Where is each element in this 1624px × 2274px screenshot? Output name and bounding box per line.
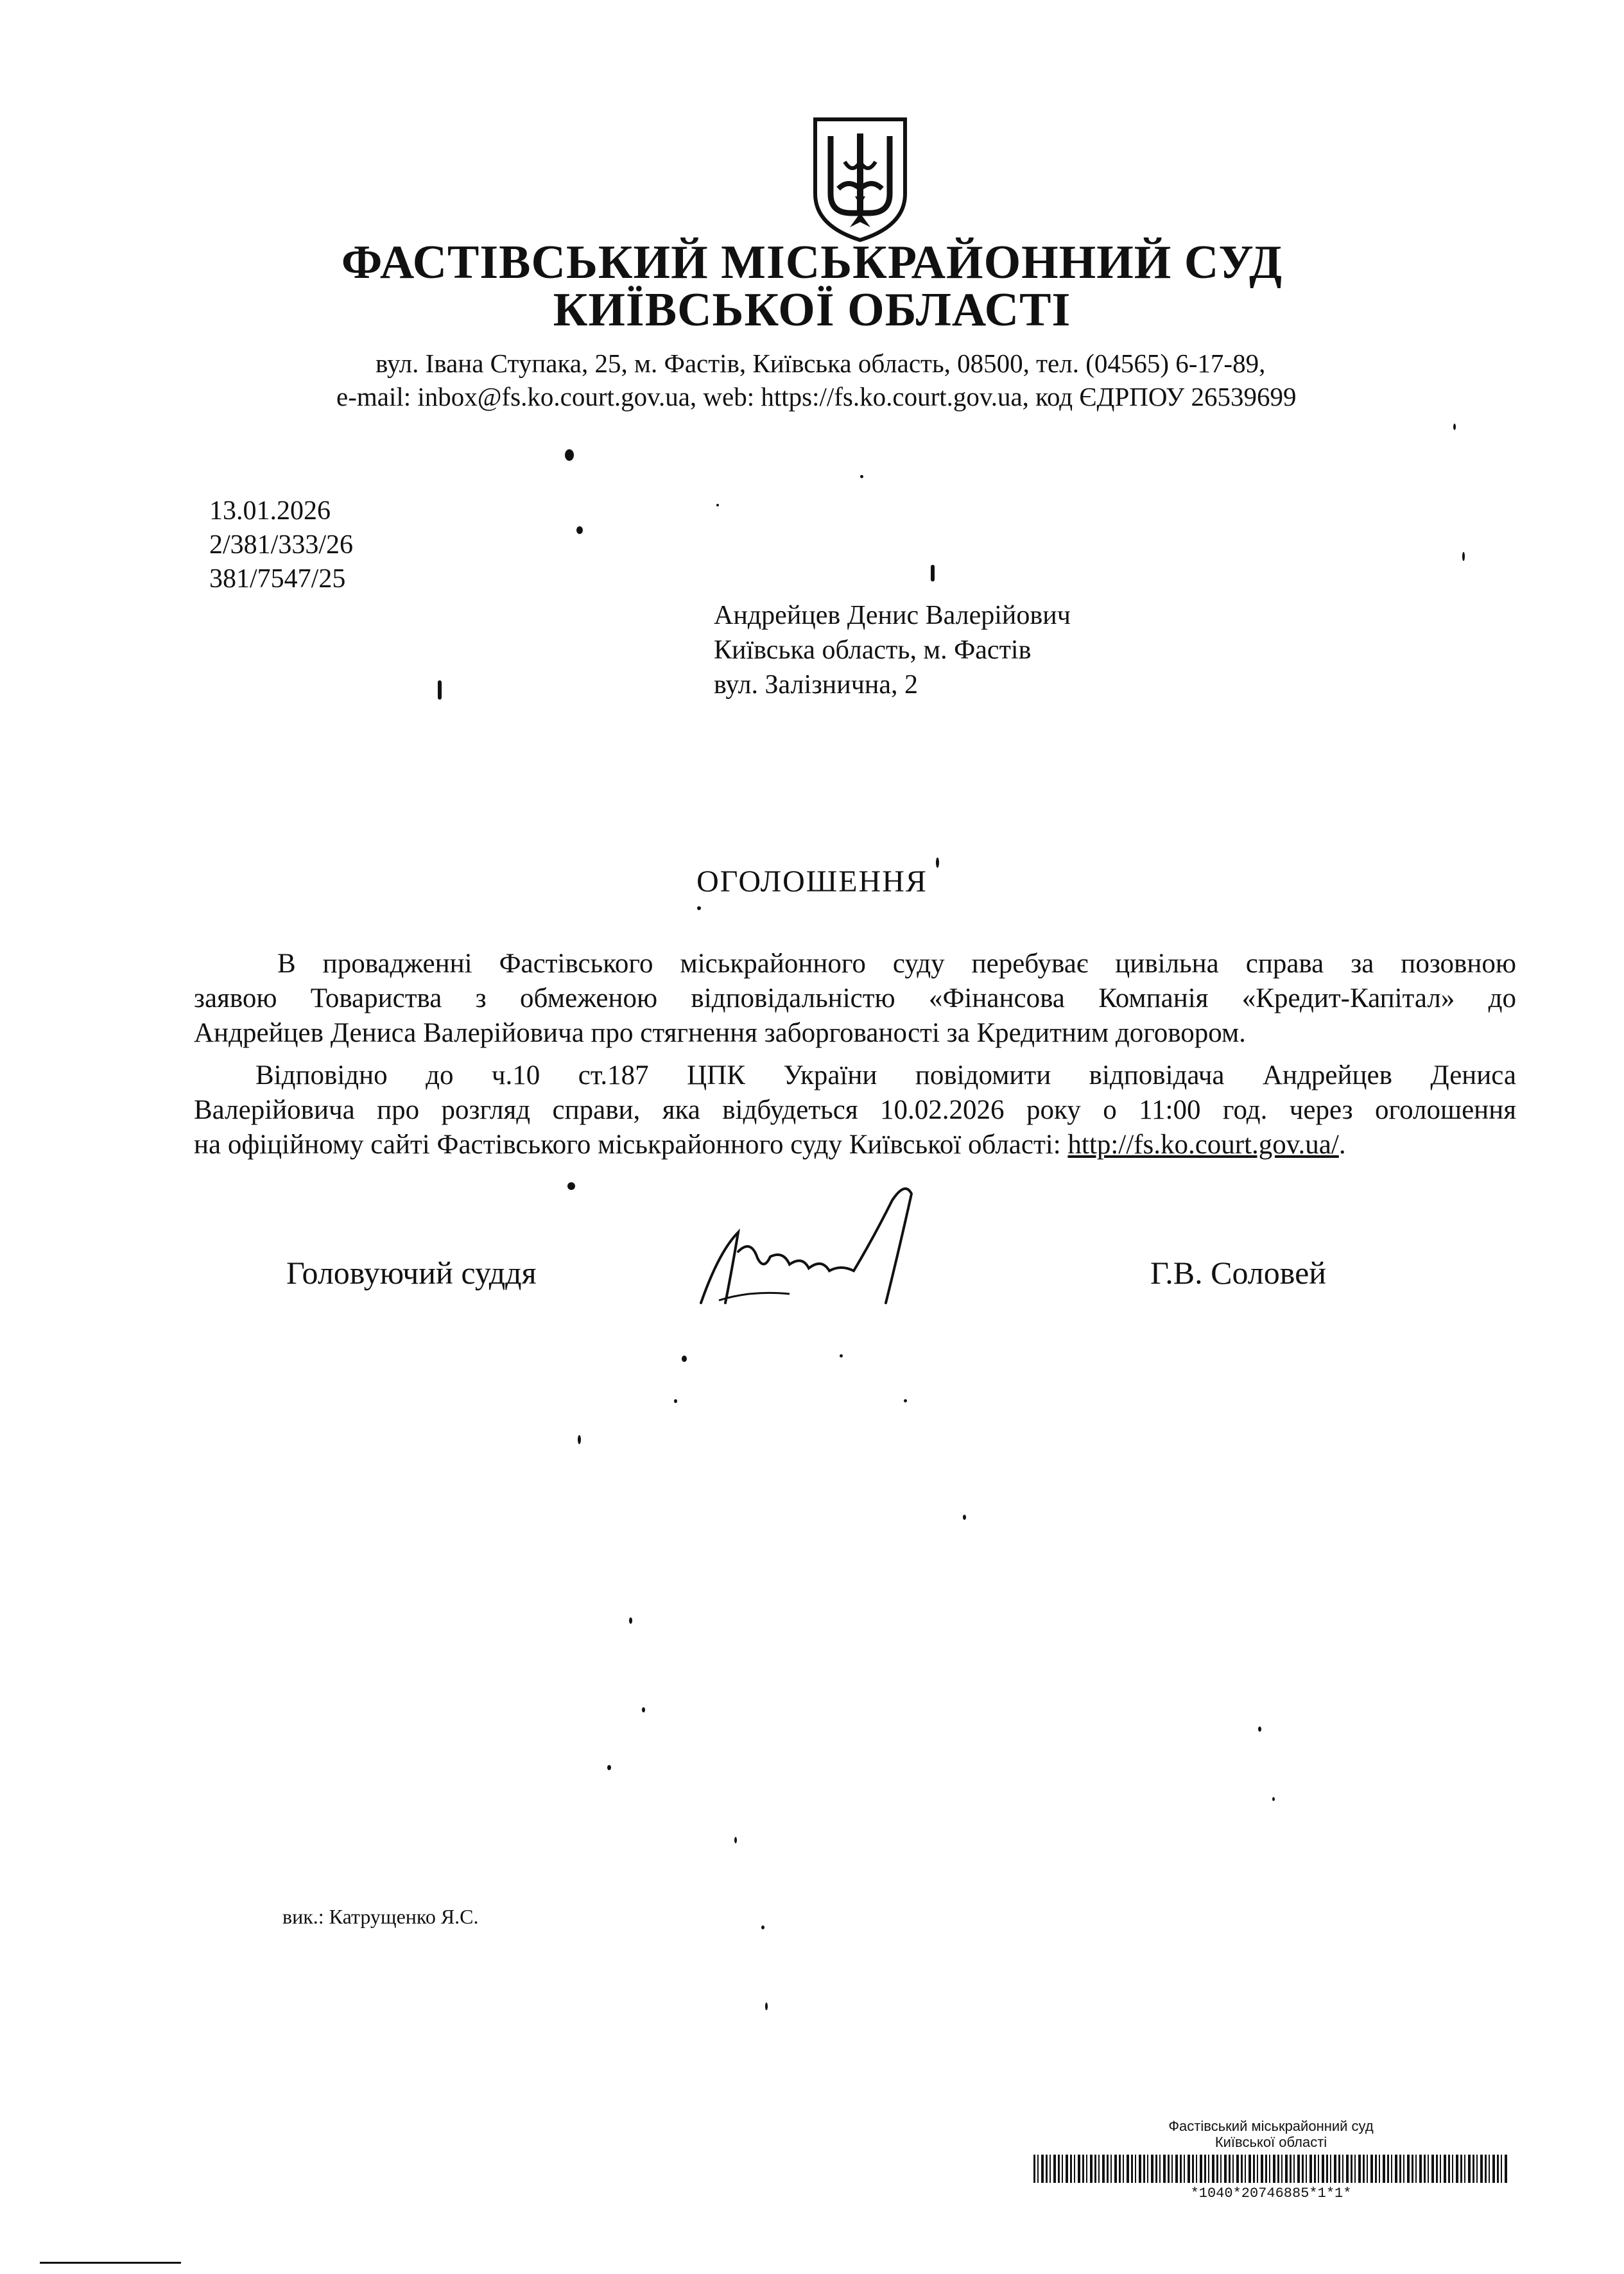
barcode-number: *1040*20746885*1*1* [1190, 2185, 1352, 2201]
stamp-line2: Київської області [1214, 2134, 1327, 2151]
notice-heading: ОГОЛОШЕННЯ [696, 865, 928, 899]
scan-speck [904, 1399, 907, 1402]
scan-speck [840, 1354, 843, 1357]
barcode [1033, 2155, 1508, 2183]
scan-speck [674, 1399, 677, 1403]
scan-speck [860, 475, 863, 478]
court-name-line1: ФАСТІВСЬКИЙ МІСЬКРАЙОННИЙ СУД [341, 236, 1283, 289]
scan-speck [734, 1837, 737, 1843]
scan-speck [576, 526, 583, 534]
scan-speck [607, 1765, 611, 1770]
notice-p1-line2: заявою Товариства з обмеженою відповідальністю «Фінансова Компанія «Кредит-Капітал» до [194, 983, 1516, 1013]
notice-p1-line1: В провадженні Фастівського міськрайонного суду перебуває цивільна справа за позовною [277, 949, 1516, 979]
stamp-line1: Фастівський міськрайонний суд [1168, 2118, 1374, 2134]
recipient-street: вул. Залізнична, 2 [714, 670, 918, 700]
bottom-rule [40, 2262, 181, 2264]
scan-speck [1462, 552, 1465, 561]
scan-speck [1272, 1797, 1275, 1801]
scan-speck [963, 1515, 966, 1520]
court-name-line2: КИЇВСЬКОЇ ОБЛАСТІ [553, 284, 1071, 336]
scan-speck [565, 449, 574, 461]
executor-line: вик.: Катрущенко Я.С. [282, 1905, 479, 1928]
scan-speck [931, 565, 935, 581]
scan-speck [1453, 424, 1456, 430]
notice-p2-line3-end: . [1338, 1130, 1346, 1160]
judge-name: Г.В. Соловей [1150, 1255, 1327, 1291]
scan-speck [567, 1182, 575, 1190]
scan-speck [765, 2003, 768, 2010]
scan-speck [629, 1617, 632, 1624]
court-website-link[interactable]: http://fs.ko.court.gov.ua/ [1067, 1130, 1339, 1160]
scan-speck [761, 1925, 764, 1929]
case-number: 381/7547/25 [209, 564, 346, 594]
scan-speck [936, 857, 939, 868]
handwritten-signature [693, 1175, 963, 1316]
document-date: 13.01.2026 [209, 496, 331, 526]
recipient-name: Андрейцев Денис Валерійович [714, 601, 1071, 630]
outgoing-number: 2/381/333/26 [209, 530, 354, 560]
notice-p2-line2: Валерійовича про розгляд справи, яка відбудеться 10.02.2026 року о 11:00 год. через оголошення [194, 1095, 1516, 1125]
presiding-judge-title: Головуючий суддя [286, 1255, 537, 1291]
scan-speck [716, 504, 719, 506]
scan-speck [1258, 1727, 1261, 1732]
scan-speck [697, 906, 701, 910]
trident-coat-of-arms-icon [813, 117, 908, 243]
notice-p2-line3 [194, 1131, 1346, 1159]
scan-speck [438, 680, 442, 700]
scan-speck [642, 1707, 645, 1712]
recipient-city: Київська область, м. Фастів [714, 635, 1032, 665]
court-address: вул. Івана Ступака, 25, м. Фастів, Київська область, 08500, тел. (04565) 6-17-89, [376, 349, 1266, 378]
scan-speck [578, 1435, 581, 1444]
registry-stamp [1033, 2118, 1508, 2201]
notice-p1-line3: Андрейцев Дениса Валерійовича про стягнення заборгованості за Кредитним договором. [194, 1018, 1246, 1048]
court-email-web: e-mail: inbox@fs.ko.court.gov.ua, web: https://fs.ko.court.gov.ua, код ЄДРПОУ 26539699 [336, 382, 1297, 411]
notice-p2-line1: Відповідно до ч.10 ст.187 ЦПК України повідомити відповідача Андрейцев Дениса [255, 1060, 1516, 1090]
notice-p2-line3-text: на офіційному сайті Фастівського міськрайонного суду Київської області: [194, 1130, 1068, 1160]
scan-speck [682, 1356, 687, 1362]
